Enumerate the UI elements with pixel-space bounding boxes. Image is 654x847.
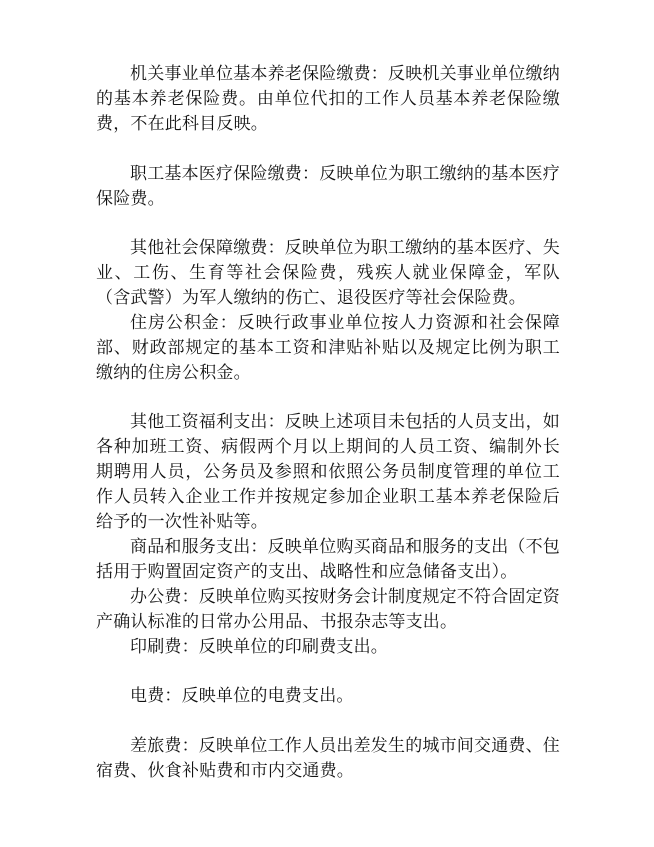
paragraph-medical-insurance: 职工基本医疗保险缴费：反映单位为职工缴纳的基本医疗保险费。 <box>96 164 560 209</box>
paragraph-housing-fund: 住房公积金：反映行政事业单位按人力资源和社会保障部、财政部规定的基本工资和津贴补贴以及规定比例为职工缴纳的住房公积金。 <box>96 313 560 383</box>
paragraph-office-expense: 办公费：反映单位购买按财务会计制度规定不符合固定资产确认标准的日常办公用品、书报杂志等支出。 <box>96 587 560 632</box>
paragraph-other-welfare: 其他工资福利支出：反映上述项目未包括的人员支出，如各种加班工资、病假两个月以上期间的人员工资、编制外长期聘用人员，公务员及参照和依照公务员制度管理的单位工作人员转入企业工作并按规定参加企业职工基本养老保险后给予的一次性补贴等。 <box>96 412 560 532</box>
paragraph-printing-expense: 印刷费：反映单位的印刷费支出。 <box>130 637 388 657</box>
paragraph-electricity-expense: 电费：反映单位的电费支出。 <box>130 686 354 706</box>
paragraph-other-social-security: 其他社会保障缴费：反映单位为职工缴纳的基本医疗、失业、工伤、生育等社会保险费，残疾人就业保障金，军队（含武警）为军人缴纳的伤亡、退役医疗等社会保险费。 <box>96 238 560 308</box>
paragraph-pension-insurance: 机关事业单位基本养老保险缴费：反映机关事业单位缴纳的基本养老保险费。由单位代扣的工作人员基本养老保险缴费，不在此科目反映。 <box>96 64 560 134</box>
paragraph-goods-services: 商品和服务支出：反映单位购买商品和服务的支出（不包括用于购置固定资产的支出、战略性和应急储备支出）。 <box>96 537 560 582</box>
paragraph-travel-expense: 差旅费：反映单位工作人员出差发生的城市间交通费、住宿费、伙食补贴费和市内交通费。 <box>96 736 560 781</box>
